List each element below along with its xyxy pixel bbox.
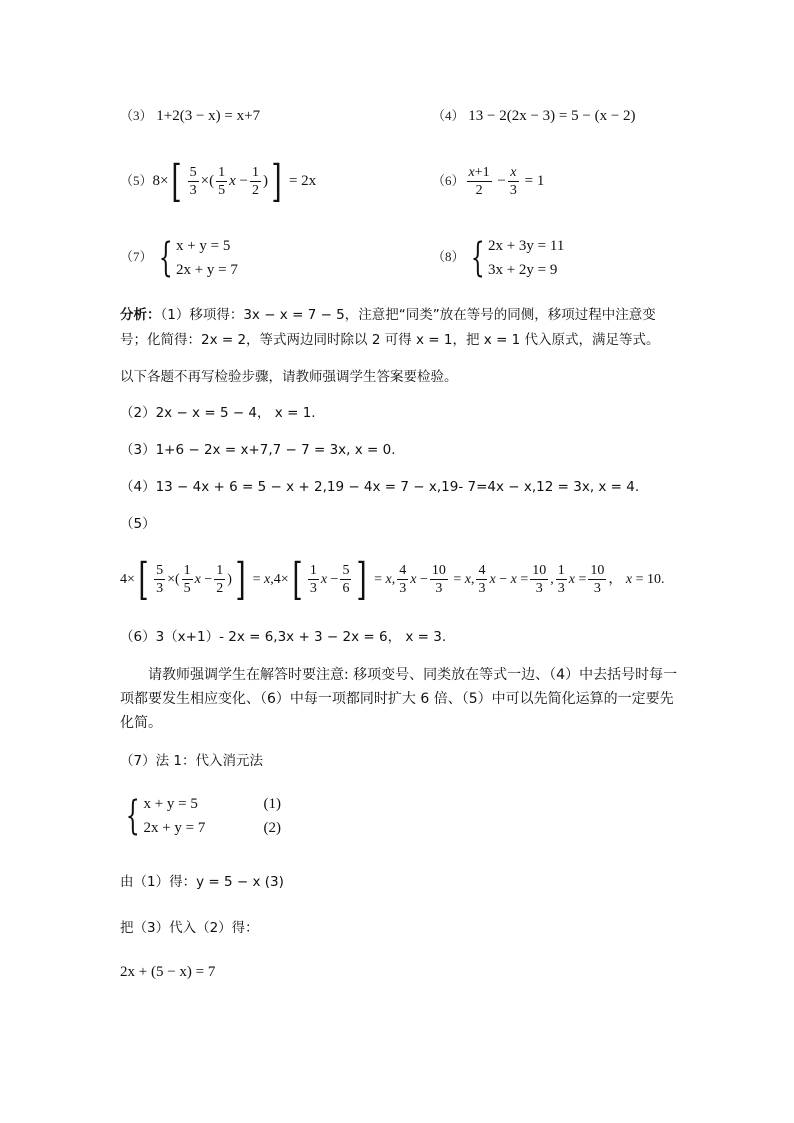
brace: { bbox=[125, 792, 140, 839]
solution-5-work: 4×[ $\frac{5}{3}$ ×( $\frac{1}{5}$ x − $\frac{1}{2}$ )] = x,4×[ $\frac{1}{3}$ x − $\frac{5}{6}$ ] = x, $\frac{4}{3}$ x − $\frac{10}{3}$ = x, $\frac{4}{3}$ x − x = $\frac{10}{3}$ , $\frac{1}{3}$ x = $\frac{10}{3}$ ， x = 10. bbox=[120, 553, 665, 605]
problem-4 bbox=[432, 106, 636, 126]
solution-5-label: （5） bbox=[120, 516, 156, 532]
method-eq-2: 2x + y = 7 bbox=[143, 819, 206, 836]
method-eq-1: x + y = 5 bbox=[143, 795, 198, 812]
method-eq-1-row bbox=[143, 792, 281, 816]
solution-3: （3）1+6 − 2x = x+7,7 − 7 = 3x, x = 0. bbox=[120, 442, 396, 458]
analysis-note: 以下各题不再写检验步骤，请教师强调学生答案要检验。 bbox=[120, 369, 458, 385]
problem-8-label: （8） bbox=[432, 249, 465, 264]
problem-3-equation: 1+2(3 − x) = x+7 bbox=[156, 108, 261, 124]
system-8 bbox=[488, 234, 564, 282]
method-step-3: 2x + (5 − x) = 7 bbox=[120, 964, 216, 980]
left-bracket: [ bbox=[138, 553, 149, 605]
method-tag-1: (1) bbox=[263, 795, 281, 812]
fraction-x-3: $\frac{x}{3}$ bbox=[509, 165, 517, 199]
fraction-5-3: $\frac{5}{3}$ bbox=[189, 165, 197, 199]
problem-7-label: （7） bbox=[120, 249, 153, 264]
left-bracket: [ bbox=[171, 155, 183, 207]
right-bracket: ] bbox=[271, 155, 282, 207]
problem-6-label: （6） bbox=[432, 173, 465, 188]
fraction-1-5: $\frac{1}{5}$ bbox=[218, 165, 226, 199]
problem-5-label: （5） bbox=[120, 173, 153, 188]
problem-3 bbox=[120, 106, 260, 126]
fraction-1-3: $\frac{1}{3}$ bbox=[309, 563, 317, 597]
problem-8 bbox=[432, 232, 564, 282]
analysis-text-1: （1）移项得：3x − x = 7 − 5，注意把“同类”放在等号的同侧，移项过程中注意变 bbox=[160, 307, 656, 323]
method-step-1: 由（1）得：y = 5 − x (3) bbox=[120, 874, 284, 890]
problem-4-equation: 13 − 2(2x − 3) = 5 − (x − 2) bbox=[468, 108, 636, 124]
solution-6: （6）3（x+1）- 2x = 6,3x + 3 − 2x = 6， x = 3. bbox=[120, 629, 447, 645]
brace: { bbox=[470, 234, 485, 281]
problem-5-rhs: = 2x bbox=[288, 173, 317, 189]
fraction-4-3: $\frac{4}{3}$ bbox=[399, 563, 407, 597]
method-title: （7）法 1：代入消元法 bbox=[120, 753, 263, 769]
analysis-line-1 bbox=[120, 305, 656, 325]
problem-6: （6） $\frac{x+1}{2}$ − $\frac{x}{3}$ = 1 bbox=[432, 165, 545, 199]
system-7-line-2: 2x + y = 7 bbox=[175, 261, 238, 278]
right-bracket: ] bbox=[356, 553, 368, 605]
problem-5: （5）8×[ $\frac{5}{3}$ ×( $\frac{1}{5}$ x − $\frac{1}{2}$ )] = 2x bbox=[120, 155, 317, 207]
fraction-1-2: $\frac{1}{2}$ bbox=[252, 165, 260, 199]
fraction-1-3: $\frac{1}{3}$ bbox=[557, 563, 565, 597]
right-bracket: ] bbox=[235, 553, 246, 605]
problem-4-label: （4） bbox=[432, 108, 465, 123]
method-eq-2-row bbox=[143, 816, 281, 840]
fraction-1-2: $\frac{1}{2}$ bbox=[216, 563, 224, 597]
system-8-line-2: 3x + 2y = 9 bbox=[487, 261, 558, 278]
fraction-1-5: $\frac{1}{5}$ bbox=[183, 563, 191, 597]
method-system bbox=[120, 790, 281, 840]
fraction-10-3: $\frac{10}{3}$ bbox=[590, 563, 605, 597]
analysis-title: 分析： bbox=[120, 307, 161, 323]
fraction-5-3: $\frac{5}{3}$ bbox=[156, 563, 164, 597]
analysis-line-2: 号；化简得：2x = 2，等式两边同时除以 2 可得 x = 1，把 x = 1 代入原式，满足等式。 bbox=[120, 332, 660, 348]
brace: { bbox=[158, 234, 173, 281]
system-7-line-1: x + y = 5 bbox=[175, 237, 231, 254]
fraction-10-3: $\frac{10}{3}$ bbox=[532, 563, 547, 597]
method-step-2: 把（3）代入（2）得： bbox=[120, 920, 259, 936]
left-bracket: [ bbox=[292, 553, 303, 605]
system-7 bbox=[176, 234, 238, 282]
system-8-line-1: 2x + 3y = 11 bbox=[487, 237, 565, 254]
method-system-lines bbox=[143, 792, 281, 840]
fraction-5-6: $\frac{5}{6}$ bbox=[342, 563, 350, 597]
fraction-x1-2: $\frac{x+1}{2}$ bbox=[468, 165, 490, 199]
method-tag-2: (2) bbox=[263, 819, 281, 836]
fraction-4-3: $\frac{4}{3}$ bbox=[478, 563, 486, 597]
fraction-10-3: $\frac{10}{3}$ bbox=[431, 563, 446, 597]
problem-3-label: （3） bbox=[120, 108, 153, 123]
teacher-remark: 请教师强调学生在解答时要注意: 移项变号、同类放在等式一边、（4）中去括号时每一项都要发生相应变化、（6）中每一项都同时扩大 6 倍、（5）中可以先简化运算的一定要先化简。 bbox=[120, 667, 678, 731]
problem-7 bbox=[120, 232, 238, 282]
solution-2: （2）2x − x = 5 − 4， x = 1. bbox=[120, 405, 316, 421]
solution-4: （4）13 − 4x + 6 = 5 − x + 2,19 − 4x = 7 − x,19- 7=4x − x,12 = 3x, x = 4. bbox=[120, 479, 640, 495]
problem-6-rhs: = 1 bbox=[524, 173, 545, 189]
